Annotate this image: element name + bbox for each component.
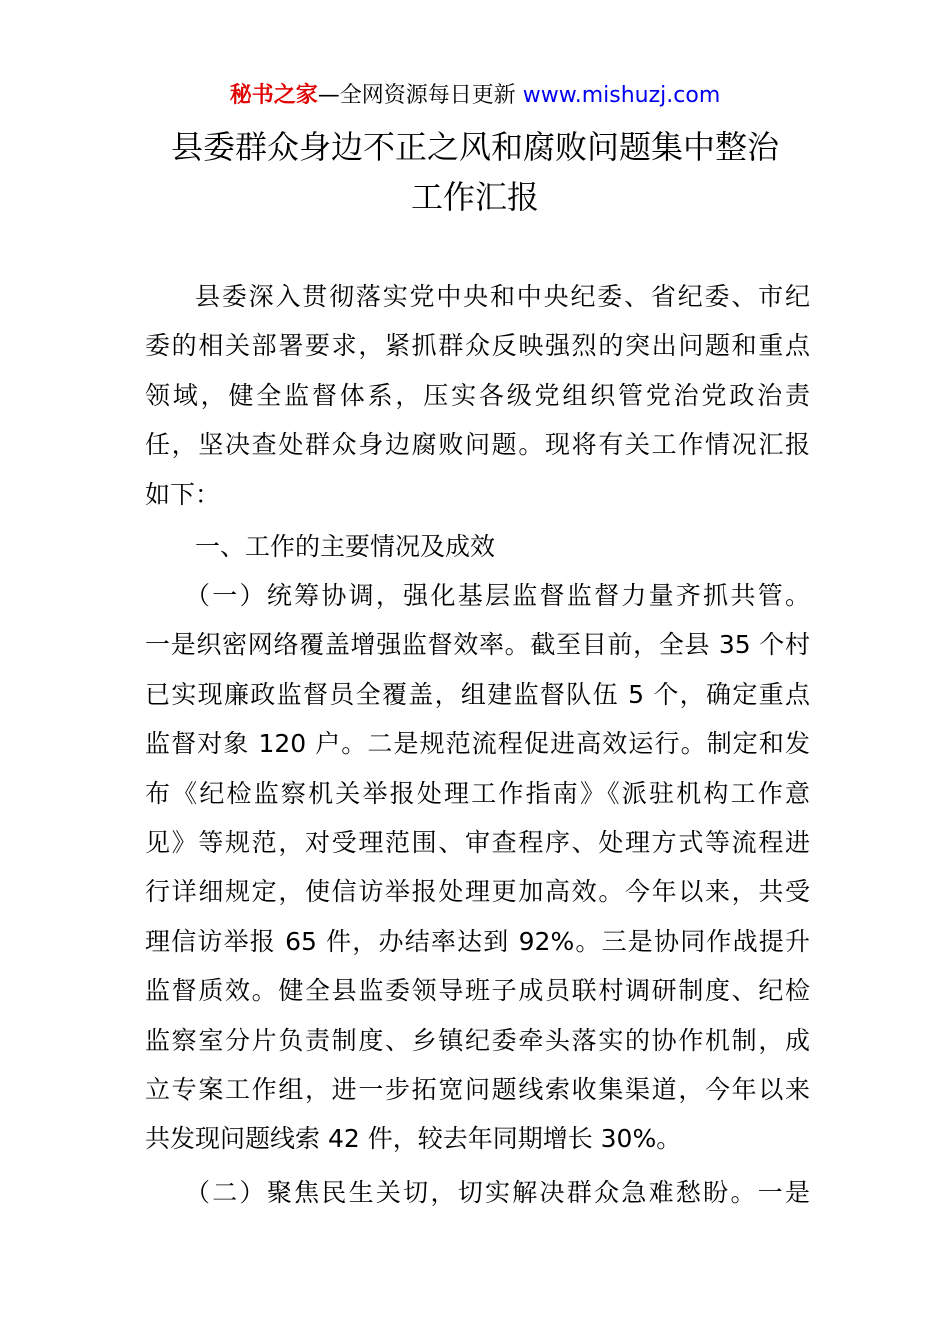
text-line: 立专案工作组，进一步拓宽问题线索收集渠道，今年以来 (145, 1075, 810, 1105)
text-line: 已实现廉政监督员全覆盖，组建监督队伍 5 个，确定重点 (145, 679, 810, 709)
document-title-line-1: 县委群众身边不正之风和腐败问题集中整治 (170, 128, 779, 166)
site-header (0, 80, 950, 112)
site-brand: 秘书之家 (229, 83, 318, 108)
site-tagline: —全网资源每日更新 (317, 83, 516, 108)
text-line: 布《纪检监察机关举报处理工作指南》《派驻机构工作意 (145, 778, 810, 808)
text-line: 理信访举报 65 件，办结率达到 92%。三是协同作战提升 (145, 926, 810, 956)
text-line: 一是织密网络覆盖增强监督效率。截至目前，全县 35 个村 (145, 630, 810, 660)
section-1-paragraph (145, 571, 810, 1164)
text-line: 领域，健全监督体系，压实各级党组织管党治党政治责 (145, 380, 810, 410)
text-line: （二）聚焦民生关切，切实解决群众急难愁盼。一是 (185, 1178, 810, 1207)
text-line: 行详细规定，使信访举报处理更加高效。今年以来，共受 (145, 877, 810, 907)
document-title-line-2: 工作汇报 (410, 178, 539, 216)
section-2-paragraph (145, 1168, 810, 1217)
text-line: 见》等规范，对受理范围、审查程序、处理方式等流程进 (145, 828, 810, 858)
heading-text: 一、工作的主要情况及成效 (195, 532, 496, 561)
text-line: 监督质效。健全县监委领导班子成员联村调研制度、纪检 (145, 976, 810, 1006)
text-line: 监察室分片负责制度、乡镇纪委牵头落实的协作机制，成 (145, 1025, 810, 1055)
site-url-link[interactable]: www.mishuzj.com (515, 83, 721, 108)
text-line: 共发现问题线索 42 件，较去年同期增长 30%。 (145, 1124, 682, 1154)
text-line: 委的相关部署要求，紧抓群众反映强烈的突出问题和重点 (145, 331, 810, 361)
text-line: 监督对象 120 户。二是规范流程促进高效运行。制定和发 (145, 729, 810, 759)
text-line: 县委深入贯彻落实党中央和中央纪委、省纪委、市纪 (195, 282, 810, 311)
text-line: 任，坚决查处群众身边腐败问题。现将有关工作情况汇报 (145, 430, 810, 460)
text-line: 如下： (145, 479, 221, 509)
section-heading (145, 522, 810, 571)
intro-paragraph (145, 272, 810, 519)
text-line: （一）统筹协调，强化基层监督监督力量齐抓共管。 (185, 581, 810, 610)
